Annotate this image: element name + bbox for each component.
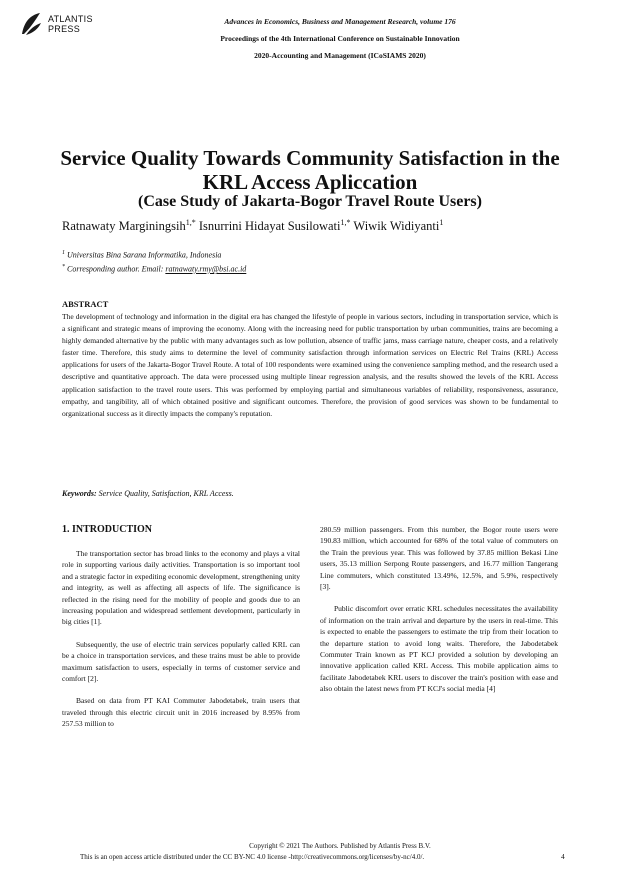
paper-subtitle: (Case Study of Jakarta-Bogor Travel Route Users) — [138, 193, 482, 210]
correspondence-sup: * — [62, 264, 65, 270]
series-header: Advances in Economics, Business and Management Research, volume 176 — [224, 17, 456, 26]
keywords-label: Keywords: — [62, 489, 97, 498]
author-name: Ratnawaty Marginingsih — [62, 219, 186, 234]
paper-title: Service Quality Towards Community Satisfaction in the KRL Access Apliccation — [60, 146, 560, 194]
author-name: Wiwik Widiyanti — [353, 219, 440, 234]
author-sup: 1,* — [340, 218, 351, 227]
author-sup: 1 — [439, 218, 444, 227]
paragraph: Public discomfort over erratic KRL schedules necessitates the availability of information on the train arrival and departure by the users in real-time. This is expected to enable the passengers to estimate the trip from their location to the departure station to avoid long waits. Therefore, the Jabodetabek Commuter Train known as PT KCJ provided a solution by developing an innovative application called KRL Access. This mobile application aims to facilitate Jabodetabek KRL users to discover the train's position with ease and also obtain the latest news from PT KCJ's social media [4] — [320, 604, 558, 694]
license-footer: This is an open access article distributed under the CC BY-NC 4.0 license -http://creativecommons.org/licenses/by-nc/4.0/. — [80, 853, 425, 861]
author-sup: 1,* — [185, 218, 196, 227]
logo-line-1: ATLANTIS — [48, 14, 93, 24]
right-column — [320, 524, 558, 706]
section-heading: 1. INTRODUCTION — [62, 524, 153, 535]
abstract-heading: ABSTRACT — [62, 299, 109, 309]
correspondence-label: Corresponding author. Email: — [67, 264, 164, 274]
abstract-text: The development of technology and information in the digital era has changed the lifestyle of people in various sectors, including in transportation service, which is a significant and strategic means of improving the economy. Along with the increasing need for public transportation by urban communities, trains are becoming a highly demanded alternative by the public with many advantages such as low pollution, absence of traffic jams, mass carriage nature, cheaper costs, and a relatively faster time. Therefore, this study aims to determine the level of community satisfaction through information services on Electric Rel Trains (KRL) Access applications for users of the Jakarta-Bogor Travel Route. A total of 100 respondents were examined using the convenience sampling method, and the research used a descriptive and quantitative approach. The data were processed using multiple linear regression analysis, and the results showed the levels of the KRL Access application satisfaction to the travel route users. This was performed by employing partial and simultaneous variables of reliability, responsiveness, assurance, empathy, and tangibility, all of which obtained positive and significant outcomes. Therefore, the provision of good services was shown to be fundamental to organizational success as it directly impacts the company's reputation. — [62, 312, 558, 418]
paragraph: Subsequently, the use of electric train services popularly called KRL can be a choice in transportation services, and these trains must be able to provide maximum satisfaction to users, especially in terms of customer service and comfort [2]. — [62, 639, 300, 684]
correspondence-email-link[interactable]: ratnawaty.rmy@bsi.ac.id — [165, 264, 247, 274]
proceedings-header: Proceedings of the 4th International Conference on Sustainable Innovation — [220, 34, 460, 43]
author-list — [62, 218, 443, 234]
affiliation-sup: 1 — [62, 250, 65, 256]
publisher-logo — [20, 10, 110, 40]
author-name: Isnurrini Hidayat Susilowati — [198, 219, 341, 234]
paragraph: Based on data from PT KAI Commuter Jabodetabek, train users that traveled through this electric circuit unit in 2016 increased by 8.95% from 257.53 million to — [62, 696, 300, 729]
paragraph: The transportation sector has broad links to the economy and plays a vital role in supporting various daily activities. Transportation is so important tool and a strategic factor in expediting economic development, strengthening unity and integrity, as well as affecting all aspects of life. The significance is reflected in the rising need for the mobility of people and goods due to an increasing population and widespread settlement development, particularly in big cities [1]. — [62, 549, 300, 627]
correspondence — [62, 264, 246, 274]
logo-line-2: PRESS — [48, 24, 81, 34]
page-number: 4 — [561, 852, 565, 861]
left-column — [62, 548, 300, 741]
keywords — [62, 489, 234, 498]
keywords-text: Service Quality, Satisfaction, KRL Access. — [98, 489, 234, 498]
affiliation — [62, 250, 221, 260]
paragraph: 280.59 million passengers. From this number, the Bogor route users were 190.83 million, which accounted for 68% of the total value of commuters on the Train the previous year. This was followed by 37.85 million Bekasi Line users, 35.13 million Serpong Route passengers, and 16.77 million Tangerang Line commuters, which constituted 13.49%, 12.5%, and 5.9%, respectively [3]. — [320, 525, 558, 592]
copyright-footer: Copyright © 2021 The Authors. Published by Atlantis Press B.V. — [249, 842, 431, 850]
track-header: 2020-Accounting and Management (ICoSIAMS 2020) — [254, 51, 426, 60]
affiliation-text: Universitas Bina Sarana Informatika, Indonesia — [67, 250, 222, 260]
atlantis-leaf-icon — [20, 12, 42, 36]
